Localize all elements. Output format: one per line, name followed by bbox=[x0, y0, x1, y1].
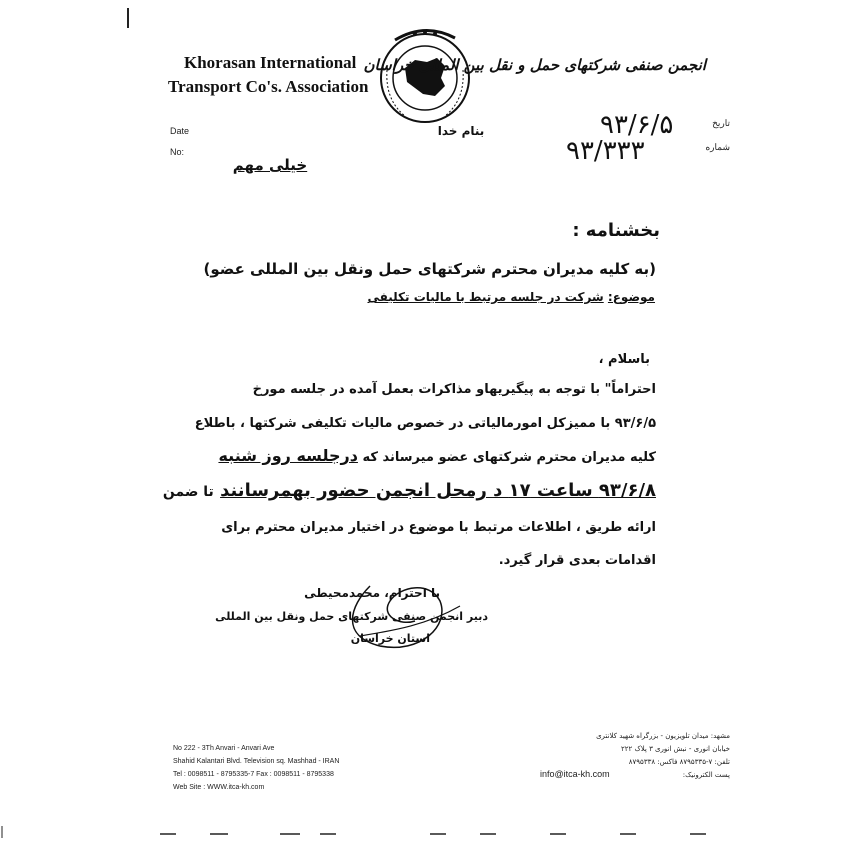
letter-title: بخشنامه : bbox=[572, 220, 660, 241]
body-line-3-part-a: کلیه مدیران محترم شرکتهای عضو میرساند که bbox=[362, 450, 656, 465]
footer-en-line-3: Tel : 0098511 - 8795335-7 Fax : 0098511 - 8795338 bbox=[173, 771, 334, 778]
footer-en-line-1: No 222 - 3Th Anvari - Anvari Ave bbox=[173, 745, 275, 752]
association-seal-logo bbox=[375, 20, 475, 130]
signature-role: دبیر انجمن صنفی شرکتهای حمل ونقل بین المللی bbox=[215, 610, 488, 623]
footer-fa-line-3: تلفن: ۷-۸۷۹۵۳۳۵ فاکس: ۸۷۹۵۳۳۸ bbox=[628, 758, 730, 766]
top-tick-mark bbox=[127, 8, 129, 28]
number-value: ۹۳/۳۳۳ bbox=[566, 136, 645, 166]
association-name-fa: انجمن صنفی شرکتهای حمل و نقل بین المللی خراسان bbox=[363, 56, 706, 74]
bismillah-text: بنام خدا bbox=[437, 124, 485, 138]
recipients-line: (به کلیه مدیران محترم شرکتهای حمل ونقل بین المللی عضو) bbox=[203, 260, 656, 278]
footer-en-line-2: Shahid Kalantari Blvd. Television sq. Mashhad - IRAN bbox=[173, 758, 340, 765]
urgent-note: خیلی مهم bbox=[232, 156, 308, 174]
body-line-3-part-b: درجلسه روز شنبه bbox=[218, 446, 358, 465]
subject-label: موضوع: bbox=[607, 290, 655, 304]
footer-fa-line-1: مشهد: میدان تلویزیون - بزرگراه شهید کلانتری bbox=[596, 732, 730, 740]
body-line-1: احتراماً" با توجه به پیگیریهاو مذاکرات بعمل آمده در جلسه مورخ bbox=[252, 382, 656, 397]
association-name-en-line1: Khorasan International bbox=[184, 53, 357, 72]
bottom-scan-marks bbox=[0, 822, 850, 842]
footer-en-line-4: Web Site : WWW.itca-kh.com bbox=[173, 784, 265, 791]
date-label-fa: تاریخ bbox=[712, 118, 730, 128]
subject-text: شرکت در جلسه مرتبط با مالیات تکلیفی bbox=[367, 290, 604, 304]
date-value: ۹۳/۶/۵ bbox=[600, 110, 674, 140]
footer-email-label: پست الکترونیک: bbox=[682, 771, 730, 779]
footer-address-en bbox=[173, 742, 339, 794]
number-label-fa: شماره bbox=[705, 142, 730, 152]
signature-closing: با احترام، محمدمحیطی bbox=[304, 586, 440, 600]
number-label-en: No: bbox=[170, 147, 185, 157]
body-line-5: ارائه طریق ، اطلاعات مرتبط با موضوع در اختیار مدیران محترم برای bbox=[221, 520, 656, 535]
body-line-3 bbox=[200, 446, 656, 465]
date-label-en: Date bbox=[170, 126, 190, 136]
body-line-4 bbox=[162, 480, 656, 501]
footer-fa-line-2: خیابان انوری - نبش انوری ۳ پلاک ۲۲۲ bbox=[620, 745, 730, 753]
association-name-en-line2: Transport Co's. Association bbox=[168, 77, 369, 96]
body-line-4-part-b: تا ضمن bbox=[162, 484, 214, 500]
body-line-4-part-a: ۹۳/۶/۸ ساعت ۱۷ د رمحل انجمن حضور بهمرسانند bbox=[220, 480, 656, 501]
footer-email: info@itca-kh.com bbox=[540, 769, 610, 779]
body-line-2: ۹۳/۶/۵ با ممیزکل امورمالیاتی در خصوص مالیات تکلیفی شرکتها ، باطلاع bbox=[194, 416, 656, 431]
subject-line bbox=[360, 290, 655, 304]
body-line-6: اقدامات بعدی قرار گیرد. bbox=[498, 553, 656, 568]
greeting-text: باسلام ، bbox=[598, 352, 650, 367]
signature-province: استان خراسان bbox=[350, 632, 430, 645]
